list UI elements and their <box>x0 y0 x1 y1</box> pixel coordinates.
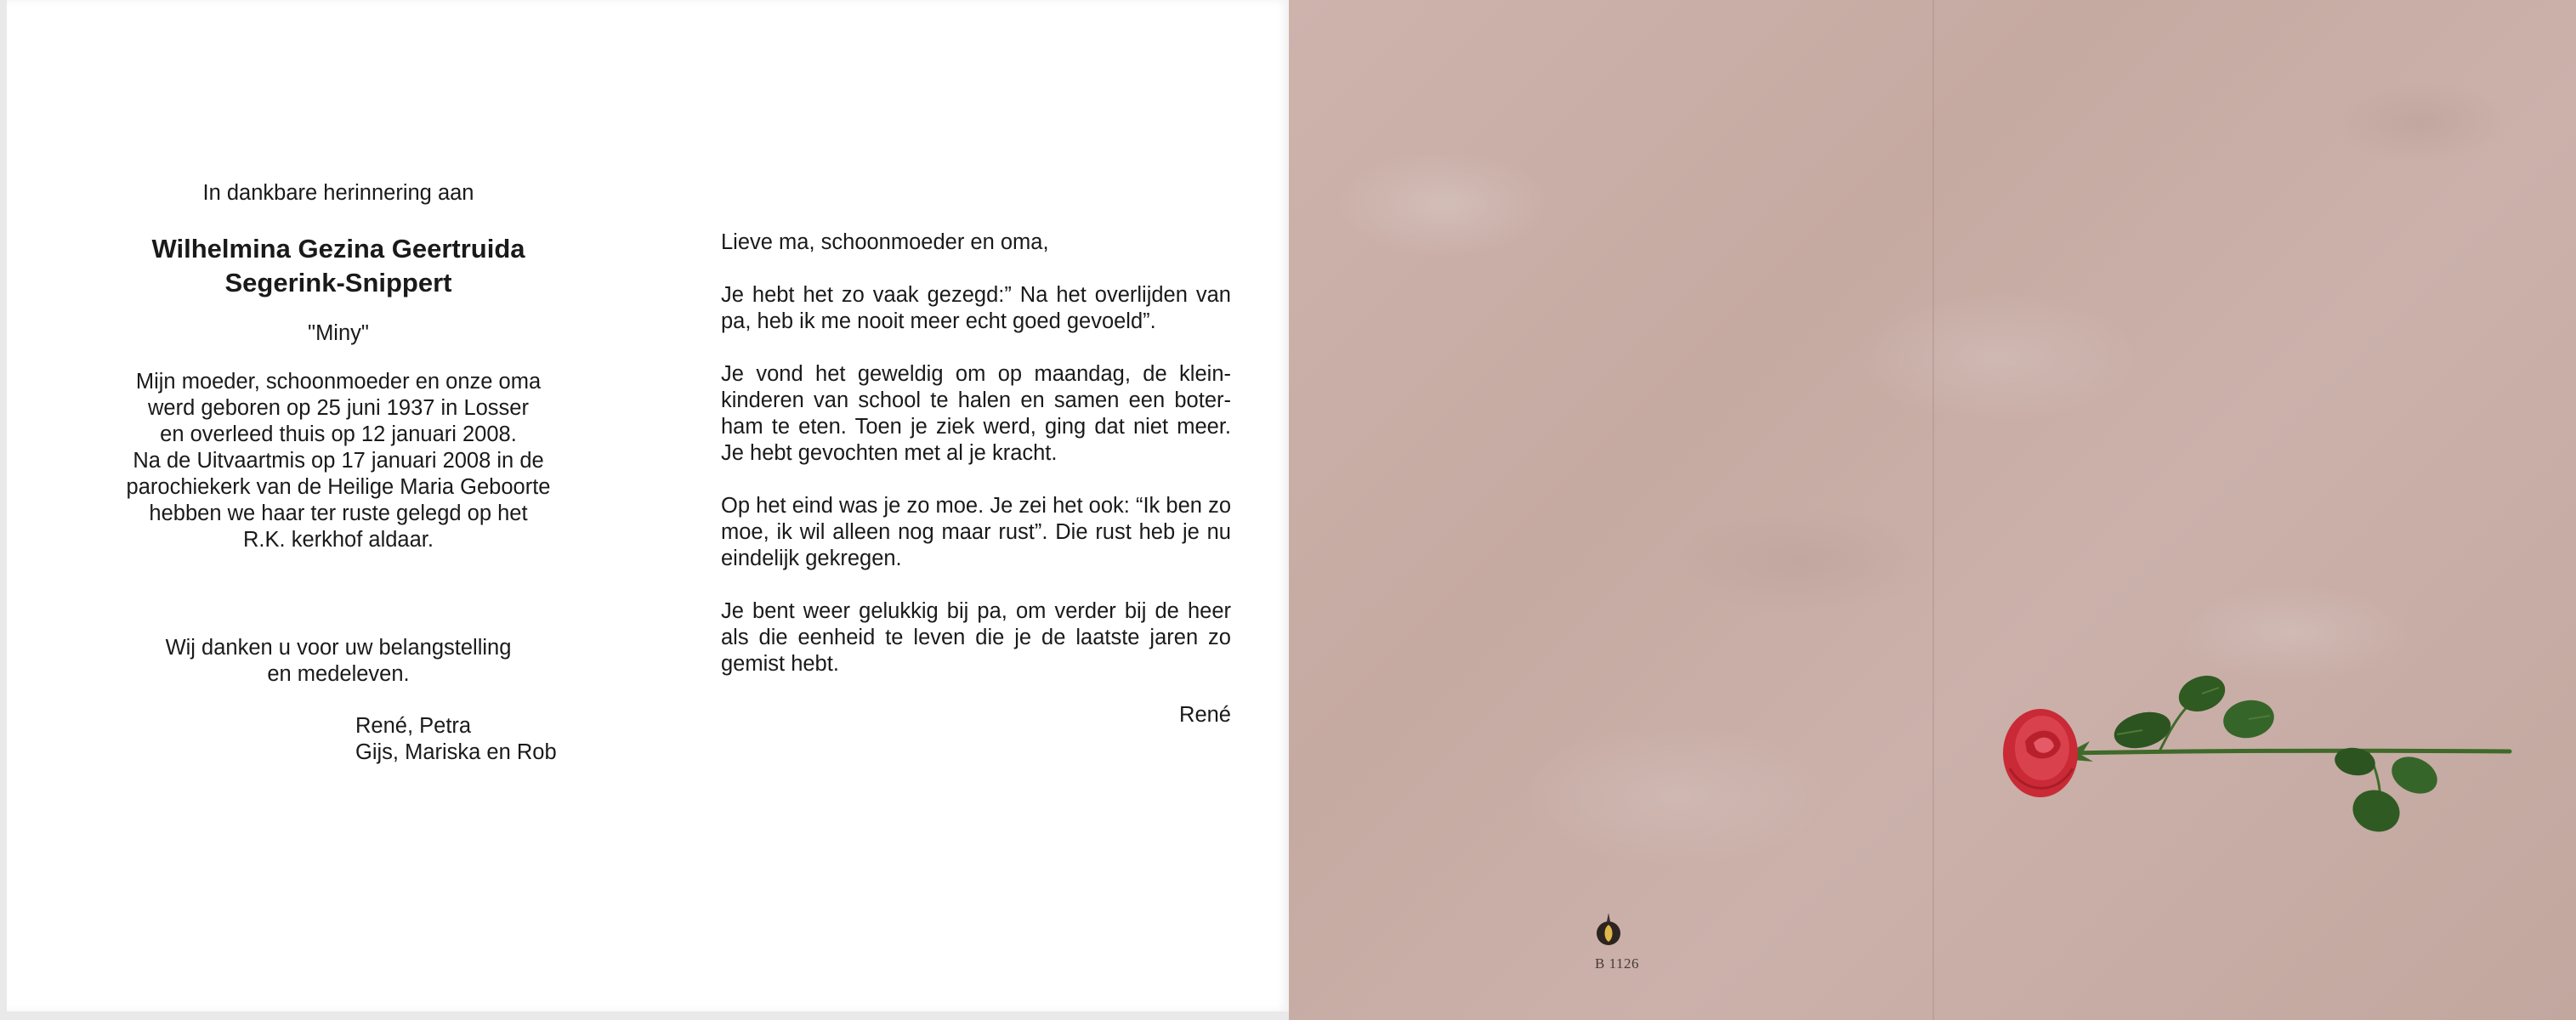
family-line-2: Gijs, Mariska en Rob <box>355 740 557 764</box>
letter-signature: René <box>1179 703 1231 727</box>
name-line-2: Segerink-Snippert <box>224 268 452 298</box>
bio-line: R.K. kerkhof aldaar. <box>243 528 434 552</box>
thanks-line-2: en medeleven. <box>267 662 410 686</box>
letter-paragraph: Op het eind was je zo moe. Je zei het ook: “Ik ben zo moe, ik wil alleen nog maar rust”. Die rust heb je nu eindelijk gekregen. <box>721 494 1231 570</box>
bio-line: en overleed thuis op 12 januari 2008. <box>160 422 517 446</box>
family-signature <box>83 713 593 766</box>
bio-line: werd geboren op 25 juni 1937 in Losser <box>148 396 529 420</box>
letter-paragraph: Je vond het geweldig om op maandag, de klein-kinderen van school te halen en samen een boter-ham te eten. Toen je ziek werd, ging dat niet meer. Je hebt gevochten met al je kracht. <box>721 362 1231 465</box>
bio-line: parochiekerk van de Heilige Maria Geboorte <box>126 475 551 499</box>
family-line-1: René, Petra <box>355 714 472 738</box>
name-line-1: Wilhelmina Gezina Geertruida <box>151 234 525 264</box>
rose-illustration <box>1989 666 2516 836</box>
intro-text: In dankbare herinnering aan <box>202 181 474 205</box>
thanks-line-1: Wij danken u voor uw belangstelling <box>165 636 512 660</box>
bio-line: hebben we haar ter ruste gelegd op het <box>149 502 528 525</box>
nickname: "Miny" <box>308 321 369 345</box>
thank-you-note <box>83 635 593 688</box>
letter-column <box>721 230 1231 728</box>
card-cover <box>1289 0 2576 1020</box>
memorial-details-column <box>83 180 593 766</box>
fold-line <box>1932 0 1934 1020</box>
publisher-logo-icon <box>1592 911 1626 949</box>
bio-line: Mijn moeder, schoonmoeder en onze oma <box>135 370 542 394</box>
inner-card-page <box>7 0 1289 1012</box>
card-code: B 1126 <box>1595 955 1639 972</box>
deceased-name <box>83 232 593 300</box>
bio-line: Na de Uitvaartmis op 17 januari 2008 in de <box>133 449 544 473</box>
biography <box>83 369 593 553</box>
letter-paragraph: Je bent weer gelukkig bij pa, om verder bij de heer als die eenheid te leven die je de laatste jaren zo gemist hebt. <box>721 599 1231 676</box>
letter-paragraph: Je hebt het zo vaak gezegd:” Na het overlijden van pa, heb ik me nooit meer echt goed gevoeld”. <box>721 283 1231 333</box>
letter-salutation: Lieve ma, schoonmoeder en oma, <box>721 230 1049 254</box>
